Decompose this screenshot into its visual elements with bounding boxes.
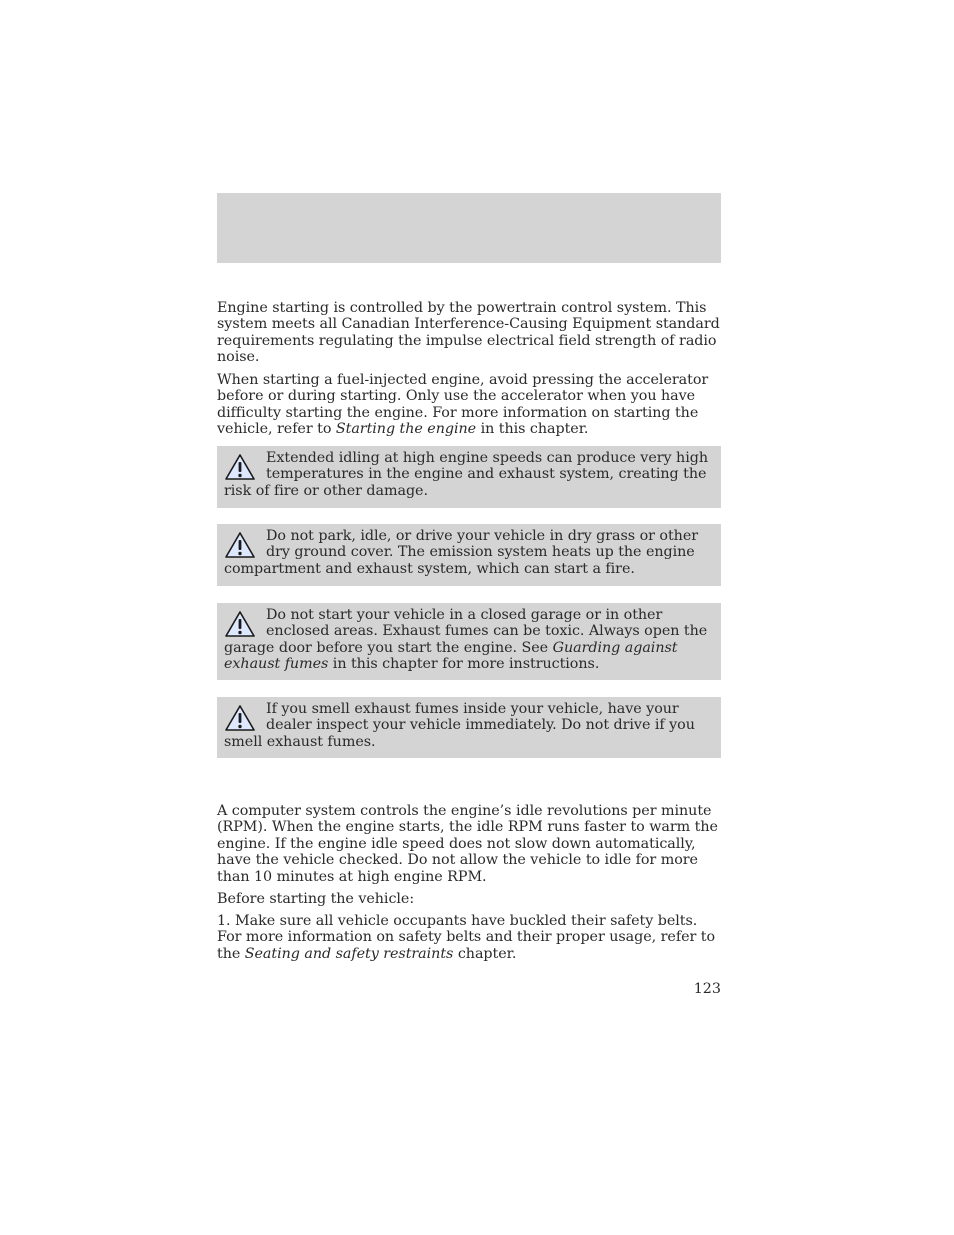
idle-paragraph-2: Before starting the vehicle: <box>217 891 415 907</box>
warning-box-exhaust-smell <box>217 697 721 758</box>
warning-triangle-icon <box>224 610 256 638</box>
intro-paragraph-2 <box>217 372 721 438</box>
warning-text-closed-garage-start: Do not start your vehicle in a closed garage or in other enclosed areas. Exhaust fumes can be toxic. Always open the garage door before you start the engine. See <box>224 607 708 656</box>
starting-the-engine-reference: Starting the engine <box>335 421 477 438</box>
page-number: 123 <box>693 981 721 997</box>
warning-text-exhaust-smell: If you smell exhaust fumes inside your vehicle, have your dealer inspect your vehicle immediately. Do not drive if you smell exhaust fumes. <box>224 701 695 750</box>
step-1-paragraph <box>217 913 721 962</box>
intro-paragraph-1: Engine starting is controlled by the powertrain control system. This system meets all Canadian Interference-Causing Equipment standard requirements regulating the impulse electrical field strength of radio noise. <box>217 300 720 366</box>
intro-paragraph-2-text-end: in this chapter. <box>476 421 589 438</box>
header-band <box>217 193 721 263</box>
intro-paragraph-2-text: When starting a fuel-injected engine, avoid pressing the accelerator before or during starting. Only use the accelerator when you have difficulty starting the engine. For more information on starting the vehicle, refer to <box>217 372 709 438</box>
warning-text-idling: Extended idling at high engine speeds can produce very high temperatures in the engine and exhaust system, creating the risk of fire or other damage. <box>224 450 708 499</box>
warning-triangle-icon <box>224 704 256 732</box>
step-1-text-end: chapter. <box>453 945 517 962</box>
warning-triangle-icon <box>224 531 256 559</box>
seating-and-safety-restraints-reference: Seating and safety restraints <box>244 945 454 962</box>
warning-triangle-icon <box>224 453 256 481</box>
warning-text-closed-garage <box>224 607 714 673</box>
warning-text-dry-grass: Do not park, idle, or drive your vehicle in dry grass or other dry ground cover. The emission system heats up the engine compartment and exhaust system, which can start a fire. <box>224 528 699 577</box>
warning-box-closed-garage <box>217 603 721 680</box>
guarding-against-exhaust-fumes-reference: Guarding against exhaust fumes <box>224 639 678 673</box>
step-1-text: 1. Make sure all vehicle occupants have buckled their safety belts. For more information on safety belts and their proper usage, refer to the <box>217 913 716 962</box>
idle-paragraph-1: A computer system controls the engine’s idle revolutions per minute (RPM). When the engine starts, the idle RPM runs faster to warm the engine. If the engine idle speed does not slow down automatically, have the vehicle checked. Do not allow the vehicle to idle for more than 10 minutes at high engine RPM. <box>217 803 718 885</box>
warning-box-dry-grass <box>217 524 721 586</box>
warning-box-idling <box>217 446 721 508</box>
warning-text-closed-garage-end: in this chapter for more instructions. <box>328 656 600 673</box>
